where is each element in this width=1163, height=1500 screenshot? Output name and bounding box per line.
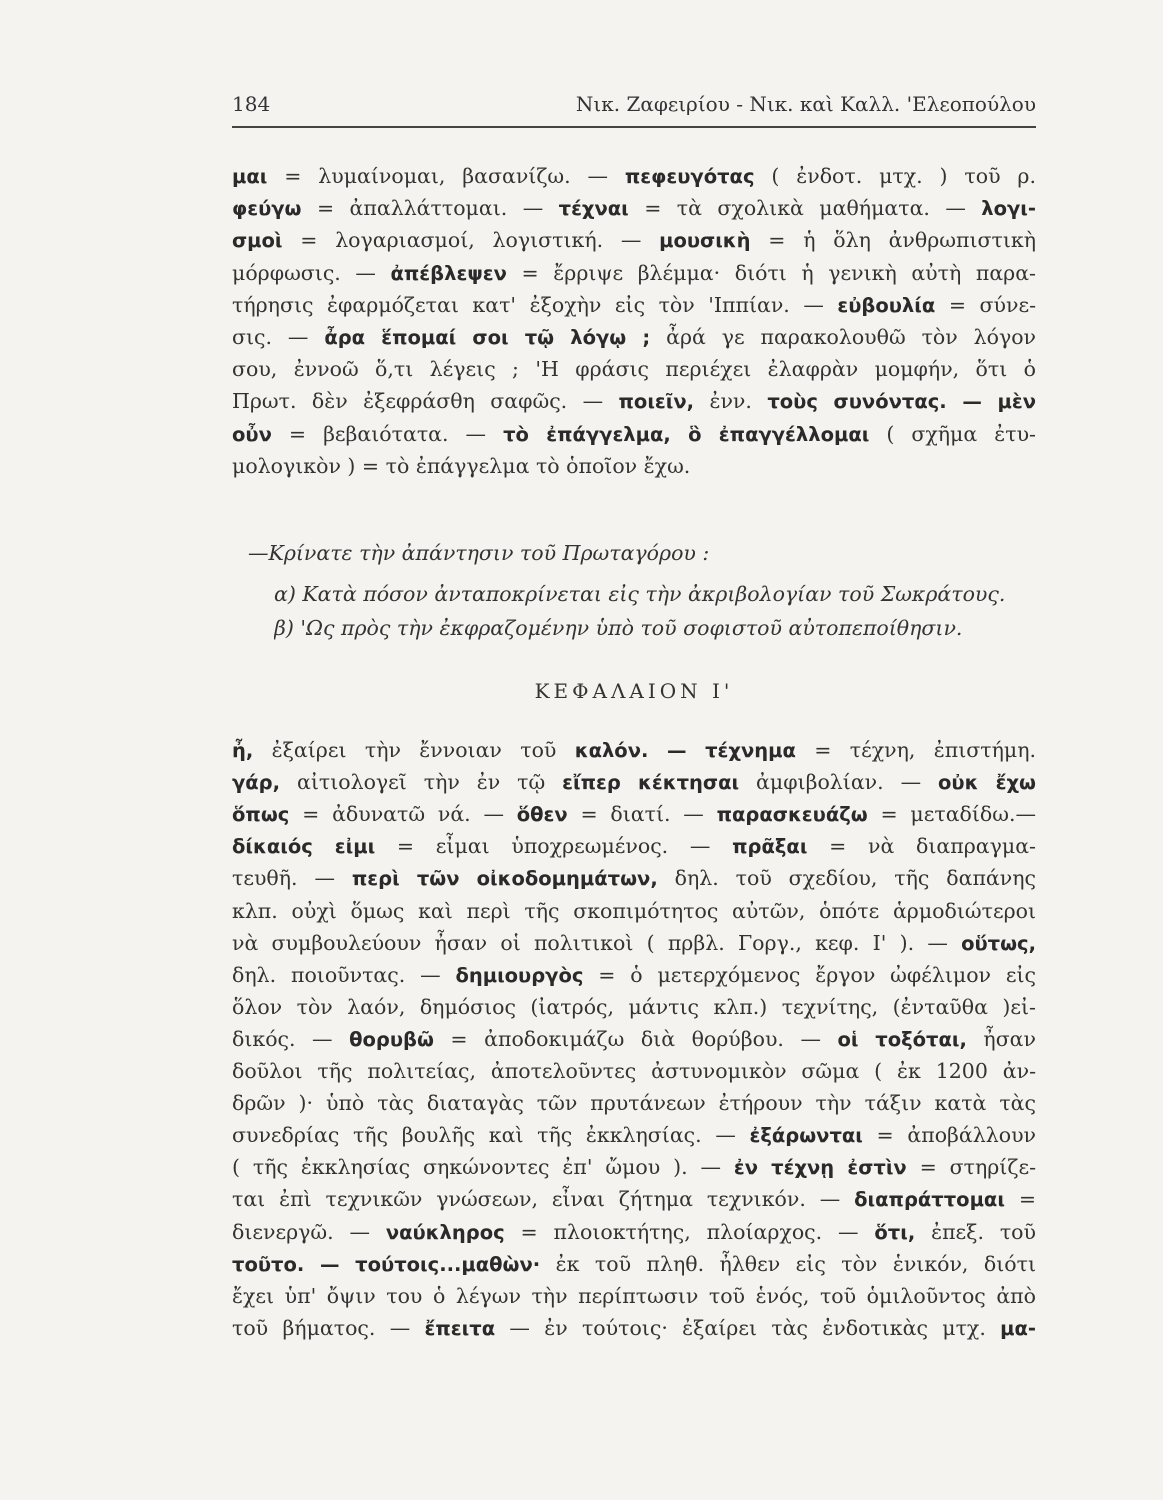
gloss-text: ἦσαν (966, 1026, 1036, 1051)
lemma-term: ἔπειτα (424, 1316, 496, 1340)
text-line (232, 224, 1036, 256)
text-line (232, 192, 1036, 224)
text-line (232, 1312, 1036, 1344)
lemma-term: ἆρα ἕπομαί σοι τῷ λόγῳ ; (324, 326, 651, 349)
gloss-text: ἐπεξ. τοῦ (915, 1219, 1036, 1244)
lemma-term: λογι- (981, 197, 1036, 221)
gloss-text: = ἡ ὅλη ἀνθρωπιστικὴ (750, 228, 1036, 253)
gloss-text: = βεβαιότατα. — (271, 421, 504, 446)
gloss-text: = λογαριασμοί, λογιστική. — (282, 228, 660, 253)
text-line (232, 1023, 1036, 1055)
text-line (232, 862, 1036, 894)
gloss-text: ἔχει ὑπ' ὄψιν του ὁ λέγων τὴν περίπτωσιν τοῦ ἑνός, τοῦ ὁμιλοῦντος ἀπὸ (232, 1283, 1036, 1308)
gloss-text: ὅλον τὸν λαόν, δημόσιος (ἰατρός, μάντις κλπ.) τεχνίτης, (ἐνταῦθα )εἰ- (232, 994, 1036, 1019)
gloss-text: αἰτιολογεῖ τὴν ἐν τῷ (280, 770, 563, 795)
text-line (232, 257, 1036, 289)
gloss-text: ἐνν. (694, 389, 768, 414)
lemma-term: ὅθεν (516, 803, 568, 827)
text-line (232, 353, 1036, 385)
text-line (232, 830, 1036, 862)
gloss-text: = ἀποδοκιμάζω διὰ θορύβου. — (433, 1026, 838, 1051)
gloss-text: = πλοιοκτήτης, πλοίαρχος. — (504, 1219, 875, 1244)
gloss-text: = μεταδίδω.— (867, 802, 1036, 827)
text-line (232, 1216, 1036, 1248)
text-line (232, 450, 1036, 482)
page-header (232, 92, 1036, 128)
gloss-text: κλπ. οὐχὶ ὅμως καὶ περὶ τῆς σκοπιμότητος αὐτῶν, ὁπότε ἁρμοδιώτεροι (232, 898, 1036, 923)
text-line (232, 1280, 1036, 1312)
gloss-text: σις. — (232, 325, 325, 349)
gloss-text: ἐκ τοῦ πληθ. ἦλθεν εἰς τὸν ἑνικόν, διότι (540, 1251, 1036, 1276)
gloss-text: δηλ. ποιοῦντας. — (232, 962, 456, 987)
gloss-text: = ἀπαλλάττομαι. — (301, 196, 559, 221)
lemma-term: ἦ, (232, 739, 254, 762)
text-line (232, 1055, 1036, 1087)
lemma-term: οὖν (232, 422, 272, 446)
lemma-term: ποιεῖν, (618, 390, 695, 414)
lemma-term: μουσικὴ (659, 229, 751, 253)
lemma-term: πρᾶξαι (732, 835, 808, 859)
gloss-text: ( τῆς ἐκκλησίας σηκώνοντες ἐπ' ὤμου ). — (232, 1155, 734, 1180)
lemma-term: ἐξάρωνται (749, 1124, 863, 1148)
gloss-text: ( σχῆμα ἐτυ- (869, 421, 1036, 446)
gloss-text: = εἶμαι ὑποχρεωμένος. — (375, 834, 733, 859)
gloss-text: τήρησις ἐφαρμόζεται κατ' ἐξοχὴν εἰς τὸν 'Ιππίαν. — (232, 292, 838, 317)
text-line (232, 991, 1036, 1023)
gloss-text: = τὰ σχολικὰ μαθήματα. — (628, 196, 982, 221)
lemma-term: πεφευγότας (624, 165, 755, 188)
gloss-text: = λυμαίνομαι, βασανίζω. — (267, 164, 625, 188)
gloss-text: ἆρά γε παρακολουθῶ τὸν λόγον (650, 325, 1036, 349)
text-line (232, 895, 1036, 927)
question-b: β) 'Ως πρὸς τὴν ἐκφραζομένην ὑπὸ τοῦ σοφιστοῦ αὐτοπεποίθησιν. (274, 616, 963, 640)
gloss-text: νὰ συμβουλεύουν ἦσαν οἱ πολιτικοὶ ( πρβλ. Γοργ., κεφ. Ι' ). — (232, 930, 962, 955)
question-a: α) Κατὰ πόσον ἀνταποκρίνεται εἰς τὴν ἀκριβολογίαν τοῦ Σωκράτους. (274, 582, 1006, 606)
lemma-term: περὶ τῶν οἰκοδομημάτων, (351, 867, 658, 891)
text-line (232, 418, 1036, 450)
gloss-text: = ὁ μετερχόμενος ἔργον ὠφέλιμον εἰς (583, 962, 1036, 987)
gloss-text: — ἐν τούτοις· ἐξαίρει τὰς ἐνδοτικὰς μτχ. (495, 1315, 1001, 1340)
lemma-term: ὅπως (232, 803, 290, 827)
gloss-text: τευθῆ. — (232, 866, 352, 891)
gloss-text: Πρωτ. δὲν ἐξεφράσθη σαφῶς. — (232, 389, 619, 414)
text-line (232, 1151, 1036, 1183)
running-title: Νικ. Ζαφειρίου - Νικ. καὶ Καλλ. 'Ελεοπούλου (575, 92, 1036, 116)
text-line (232, 160, 1036, 192)
text-line (232, 1119, 1036, 1151)
text-line (232, 734, 1036, 766)
text-line (232, 766, 1036, 798)
text-line (232, 289, 1036, 321)
lemma-term: ἀπέβλεψεν (390, 261, 507, 285)
lemma-term: διαπράττομαι (854, 1188, 1005, 1212)
lemma-term: τοὺς συνόντας. — μὲν (767, 390, 1036, 414)
gloss-text: = ἔρριψε βλέμμα· διότι ἡ γενικὴ αὐτὴ παρα- (506, 260, 1036, 285)
gloss-text: = διατί. — (567, 802, 717, 827)
lemma-term: τοῦτο. — τούτοις...μαθὼν· (232, 1252, 541, 1276)
page-number: 184 (232, 92, 271, 116)
text-line (232, 1087, 1036, 1119)
lemma-term: οὕτως, (961, 931, 1036, 955)
lemma-term: οἱ τοξόται, (837, 1027, 967, 1051)
lemma-term: δημιουργὸς (455, 963, 584, 987)
gloss-text: = τέχνη, ἐπιστήμη. (795, 738, 1036, 762)
lemma-term: καλόν. — τέχνημα (574, 739, 796, 762)
text-line (232, 321, 1036, 353)
gloss-text: = ἀδυνατῶ νά. — (289, 802, 517, 827)
text-line (232, 1183, 1036, 1215)
text-line (232, 798, 1036, 830)
text-line (232, 1248, 1036, 1280)
lemma-term: φεύγω (232, 197, 302, 221)
gloss-text: = (1004, 1187, 1036, 1212)
lemma-term: μα- (1000, 1316, 1036, 1340)
text-line (232, 959, 1036, 991)
lemma-term: οὐκ ἔχω (938, 771, 1036, 795)
lemma-term: γάρ, (232, 771, 281, 795)
lemma-term: ἐν τέχνῃ ἐστὶν (733, 1156, 907, 1180)
gloss-text: = σύνε- (935, 292, 1036, 317)
lemma-term: τέχναι (558, 197, 629, 221)
lemma-term: εἴπερ κέκτησαι (562, 771, 740, 795)
gloss-text: ται ἐπὶ τεχνικῶν γνώσεων, εἶναι ζήτημα τεχνικόν. — (232, 1187, 855, 1212)
gloss-text: σου, ἐννοῶ ὅ,τι λέγεις ; 'Η φράσις περιέχει ἐλαφρὰν μομφήν, ὅτι ὁ (232, 357, 1036, 382)
gloss-text: δρῶν )· ὑπὸ τὰς διαταγὰς τῶν πρυτάνεων ἐτήρουν τὴν τάξιν κατὰ τὰς (232, 1091, 1036, 1116)
gloss-text: μόρφωσις. — (232, 260, 391, 285)
gloss-text: = νὰ διαπραγμα- (807, 834, 1036, 859)
lemma-term: παρασκευάζω (716, 803, 868, 827)
gloss-text: δοῦλοι τῆς πολιτείας, ἀποτελοῦντες ἀστυνομικὸν σῶμα ( ἐκ 1200 ἀν- (232, 1059, 1036, 1083)
gloss-text: συνεδρίας τῆς βουλῆς καὶ τῆς ἐκκλησίας. — (232, 1123, 750, 1148)
lemma-term: θορυβῶ (349, 1027, 434, 1051)
lemma-term: ὅτι, (874, 1220, 916, 1244)
gloss-text: = ἀποβάλλουν (862, 1123, 1036, 1148)
lemma-term: σμοὶ (232, 229, 283, 253)
gloss-text: μολογικὸν ) = τὸ ἐπάγγελμα τὸ ὁποῖον ἔχω. (232, 453, 691, 478)
lemma-term: δίκαιός εἰμι (232, 835, 376, 859)
text-line (232, 385, 1036, 417)
lemma-term: τὸ ἐπάγγελμα, ὃ ἐπαγγέλλομαι (503, 422, 870, 446)
lemma-term: μαι (232, 165, 268, 188)
gloss-text: διενεργῶ. — (232, 1219, 386, 1244)
gloss-text: ἀμφιβολίαν. — (739, 770, 938, 795)
lemma-term: εὐβουλία (837, 293, 936, 317)
gloss-text: = στηρίζε- (906, 1155, 1036, 1180)
question-prompt: —Κρίνατε τὴν ἀπάντησιν τοῦ Πρωταγόρου : (248, 541, 710, 565)
gloss-text: ( ἐνδοτ. μτχ. ) τοῦ ρ. (754, 164, 1036, 188)
text-line (232, 927, 1036, 959)
gloss-text: ἐξαίρει τὴν ἔννοιαν τοῦ (253, 738, 575, 762)
chapter-heading: ΚΕΦΑΛΑΙΟΝ Ι' (534, 679, 734, 703)
gloss-text: δηλ. τοῦ σχεδίου, τῆς δαπάνης (657, 866, 1036, 891)
gloss-text: δικός. — (232, 1026, 350, 1051)
lemma-term: ναύκληρος (385, 1220, 505, 1244)
gloss-text: τοῦ βήματος. — (232, 1315, 425, 1340)
